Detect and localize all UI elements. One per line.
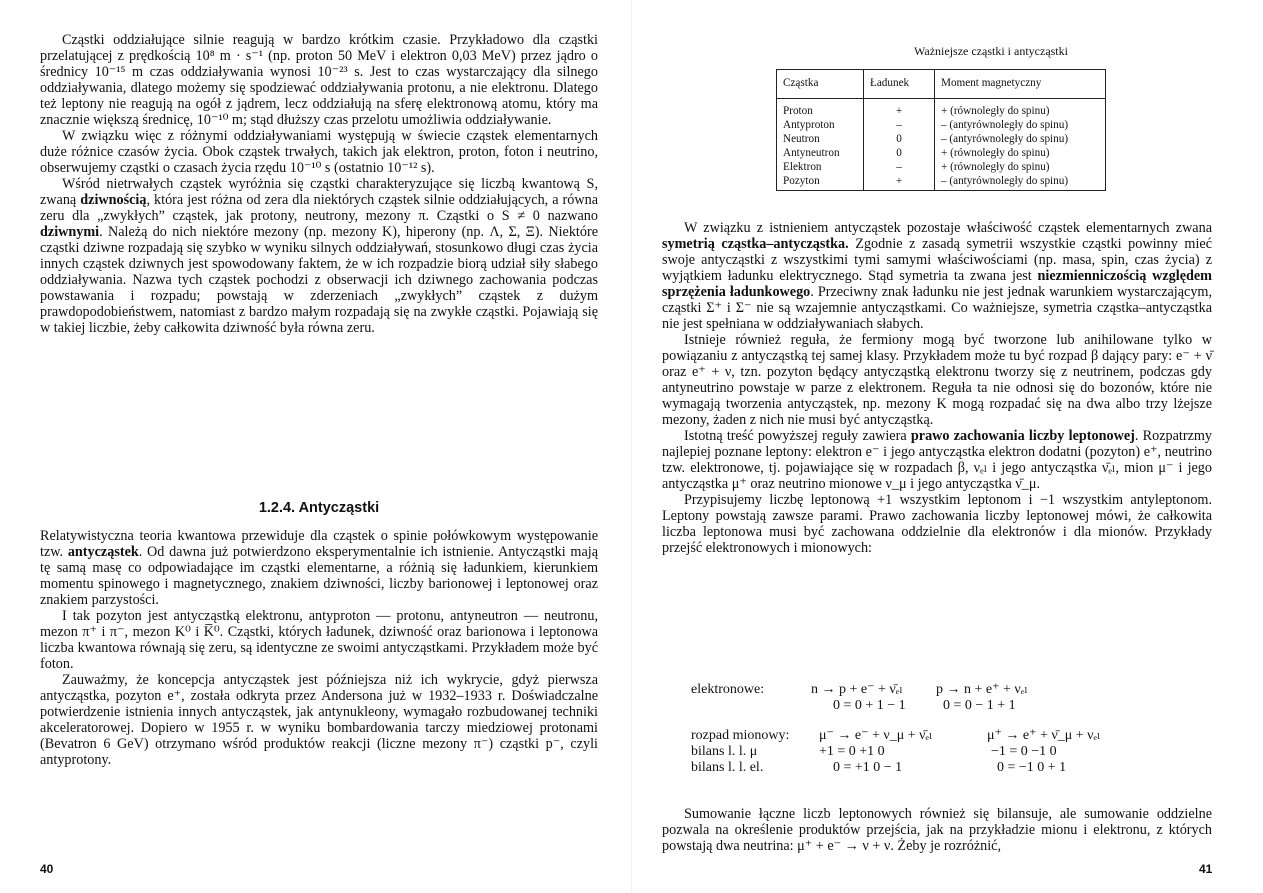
term-lepton-number-law: prawo zachowania liczby leptonowej bbox=[910, 428, 1135, 444]
paragraph-positron: I tak pozyton jest antycząstką elektronu, antyproton — protonu, antyneutron — neutronu, mezon π⁺ i π⁻, mezon K⁰ i K̅⁰. Cząstki, których ładunek, dziwność oraz barionowa i leptonowa liczba kwantowa równają się zeru, są identyczne ze swoimi antycząstkami. Przykładem może być foton. bbox=[40, 608, 598, 672]
table-header-row bbox=[777, 70, 1106, 99]
paragraph-short-interaction-time: Cząstki oddziałujące silnie reagują w bardzo krótkim czasie. Przykładowo dla cząstki przelatującej z prędkością 10⁸ m · s⁻¹ (np. proton 50 MeV i elektron 0,03 MeV) przez jądro o średnicy 10⁻¹⁵ m czas oddziaływania wynosi 10⁻²³ s. Jest to czas wystarczający dla silnego oddziaływania, dlatego możemy się spodziewać oddziaływania protonu, a nie elektronu. Dlatego też leptony nie reagują na ogół z jądrem, lecz oddziałują na sferę elektronową atomu, który ma znacznie większą średnicę, 10⁻¹⁰ m; stąd dłuższy czas przelotu umożliwia oddziaływanie. bbox=[40, 32, 598, 128]
paragraph-summation: Sumowanie łączne liczb leptonowych również się bilansuje, ale sumowanie oddzielne pozwala na określenie produktów przejścia, jak na przykładzie mionu i elektronu, z których powstają dwa neutrina: μ⁺ + e⁻ → ν + ν. Żeby je rozróżnić, bbox=[662, 806, 1212, 854]
equation-proton-decay: p → n + e⁺ + νₑₗ bbox=[936, 682, 1028, 697]
table-row: Proton + + (równoległy do spinu) bbox=[777, 99, 1106, 119]
equation-muon-minus: μ⁻ → e⁻ + ν_μ + ν̄ₑₗ bbox=[819, 728, 933, 743]
term-charge-conjugation: niezmienniczością względem sprzężenia ładunkowego bbox=[662, 268, 1212, 300]
balance-muon-2: −1 = 0 −1 0 bbox=[991, 744, 1057, 759]
left-text-bottom bbox=[40, 528, 598, 768]
label-balance-muon: bilans l. l. μ bbox=[691, 744, 758, 759]
label-balance-electron: bilans l. l. el. bbox=[691, 760, 764, 775]
balance-electronic-1: 0 = 0 + 1 − 1 bbox=[833, 698, 906, 713]
paragraph-antiparticles-intro: Relatywistyczna teoria kwantowa przewiduje dla cząstek o spinie połówkowym występowanie tzw. antycząstek. Od dawna już potwierdzono eksperymentalnie ich istnienie. Antycząstki mają tę samą masę co odpowiadające im cząstki elementarne, a różnią się ładunkiem, kierunkiem momentu spinowego i magnetycznego, znakiem dziwności, liczby barionowej i leptonowej oraz znakiem parzystości. bbox=[40, 528, 598, 608]
table-header-moment: Moment magnetyczny bbox=[935, 70, 1106, 99]
balance-muon-1: +1 = 0 +1 0 bbox=[819, 744, 885, 759]
balance-electron-2: 0 = −1 0 + 1 bbox=[997, 760, 1067, 775]
term-strangeness: dziwnością bbox=[80, 192, 147, 208]
table-caption: Ważniejsze cząstki i antycząstki bbox=[914, 44, 1068, 58]
page-number-right: 41 bbox=[1199, 862, 1213, 876]
table-header-particle: Cząstka bbox=[777, 70, 864, 99]
table-row: Antyproton – – (antyrównoległy do spinu) bbox=[777, 118, 1106, 132]
equation-muon-plus: μ⁺ → e⁺ + ν̄_μ + νₑₗ bbox=[987, 728, 1101, 743]
right-text-main bbox=[662, 220, 1212, 556]
page-number-left: 40 bbox=[40, 862, 54, 876]
term-strange: dziwnymi bbox=[40, 224, 100, 240]
equation-neutron-decay: n → p + e⁻ + ν̄ₑₗ bbox=[811, 682, 903, 697]
section-title: 1.2.4. Antycząstki bbox=[258, 500, 380, 516]
paragraph-lifetimes: W związku więc z różnymi oddziaływaniami występują w świecie cząstek elementarnych duże różnice czasów życia. Obok cząstek trwałych, takich jak elektron, proton, foton i neutrino, obserwujemy cząstki o czasach życia rzędu 10⁻¹⁰ s (ostatnio 10⁻¹² s). bbox=[40, 128, 598, 176]
paragraph-symmetry: W związku z istnieniem antycząstek pozostaje właściwość cząstek elementarnych zwana symetrią cząstka–antycząstka. Zgodnie z zasadą symetrii wszystkie cząstki powinny mieć swoje antycząstki z wszystkimi tymi samymi właściwościami (np. masa, spin, czas życia) z wyjątkiem ładunku elektrycznego. Stąd symetria ta zwana jest niezmienniczością względem sprzężenia ładunkowego. Przeciwny znak ładunku nie jest jednak warunkiem wystarczającym, cząstki Σ⁺ i Σ⁻ nie są wzajemnie antycząstkami. Co ważniejsze, symetria cząstka–antycząstka nie jest spełniana w oddziaływaniach słabych. bbox=[662, 220, 1212, 332]
label-electronic: elektronowe: bbox=[691, 682, 765, 697]
term-symmetry: symetrią cząstka–antycząstka. bbox=[662, 236, 849, 252]
left-page bbox=[0, 0, 631, 893]
table-header-charge: Ładunek bbox=[864, 70, 935, 99]
paragraph-strangeness: Wśród nietrwałych cząstek wyróżnia się cząstki charakteryzujące się liczbą kwantową S, zwaną dziwnością, która jest różna od zera dla niektórych cząstek silnie oddziałujących, a równa zeru dla „zwykłych” cząstek, jak protony, neutrony, mezony π. Cząstki o S ≠ 0 nazwano dziwnymi. Należą do nich niektóre mezony (np. mezony K), hiperony (np. Λ, Σ, Ξ). Niektóre cząstki dziwne rozpadają się szybko w wyniku silnych oddziaływań, stosunkowo długi czas życia innych cząstek dziwnych jest spowodowany faktem, że w ich rozpadzie biorą udział siły słabego oddziaływania. Nazwa tych cząstek pochodzi z obserwacji ich dziwnego zachowania podczas powstawania i rozpadu; powstają w zderzeniach „zwykłych” cząstek z dużym prawdopodobieństwem, natomiast z bardzo małym rozpadają się na zwykłe cząstki. Pojawiają się w takiej liczbie, żeby całkowita dziwność była równa zeru. bbox=[40, 176, 598, 336]
paragraph-fermion-rule: Istnieje również reguła, że fermiony mogą być tworzone lub anihilowane tylko w powiązaniu z antycząstką tej samej klasy. Przykładem może tu być rozpad β dający pary: e⁻ + ν̄ oraz e⁺ + ν, tzn. pozyton będący antycząstką elektronu tworzy się z neutrinem, podczas gdy antyneutrino powstaje w parze z elektronem. Reguła ta nie odnosi się do bozonów, które nie wymagają tworzenia antycząstek, np. mezony K mogą rozpadać się na dwa albo trzy lżejsze mezony, żaden z nich nie musi być antycząstką. bbox=[662, 332, 1212, 428]
balance-electronic-2: 0 = 0 − 1 + 1 bbox=[943, 698, 1016, 713]
paragraph-lepton-law: Istotną treść powyższej reguły zawiera prawo zachowania liczby leptonowej. Rozpatrzmy najlepiej poznane leptony: elektron e⁻ i jego antycząstka elektron dodatni (pozyton) e⁺, neutrino tzw. elektronowe, tj. pojawiające się w rozpadach β, νₑₗ i jego antycząstka ν̄ₑₗ, mion μ⁻ i jego antycząstka μ⁺ oraz neutrino mionowe ν_μ i jego antycząstka ν̄_μ. bbox=[662, 428, 1212, 492]
table-row: Elektron – + (równoległy do spinu) bbox=[777, 160, 1106, 174]
particles-table bbox=[776, 69, 1106, 191]
paragraph-lepton-number: Przypisujemy liczbę leptonową +1 wszystkim leptonom i −1 wszystkim antyleptonom. Leptony powstają zawsze parami. Prawo zachowania liczby leptonowej mówi, że całkowita liczba leptonowa musi być zachowana oddzielnie dla elektronów i dla mionów. Przykłady przejść elektronowych i mionowych: bbox=[662, 492, 1212, 556]
term-antiparticles: antycząstek bbox=[67, 544, 139, 560]
balance-electron-1: 0 = +1 0 − 1 bbox=[833, 760, 903, 775]
table-row: Pozyton + – (antyrównoległy do spinu) bbox=[777, 174, 1106, 191]
right-page bbox=[631, 0, 1263, 893]
label-muon-decay: rozpad mionowy: bbox=[691, 728, 790, 743]
paragraph-discovery: Zauważmy, że koncepcja antycząstek jest późniejsza niż ich wykrycie, gdyż pierwsza antycząstka, pozyton e⁺, została odkryta przez Andersona już w 1932–1933 r. Doświadczalne potwierdzenie istnienia innych antycząstek, jak antynukleony, wymagało rozbudowanej techniki akceleratorowej. Dopiero w 1955 r. w wyniku bombardowania tarczy miedziowej protonami (Bevatron 6 GeV) otrzymano wśród produktów reakcji (liczne mezony π⁻) cząstki p⁻, czyli antyprotony. bbox=[40, 672, 598, 768]
table-row: Neutron 0 – (antyrównoległy do spinu) bbox=[777, 132, 1106, 146]
table-row: Antyneutron 0 + (równoległy do spinu) bbox=[777, 146, 1106, 160]
left-text-top bbox=[40, 32, 598, 336]
right-text-bottom bbox=[662, 806, 1212, 854]
